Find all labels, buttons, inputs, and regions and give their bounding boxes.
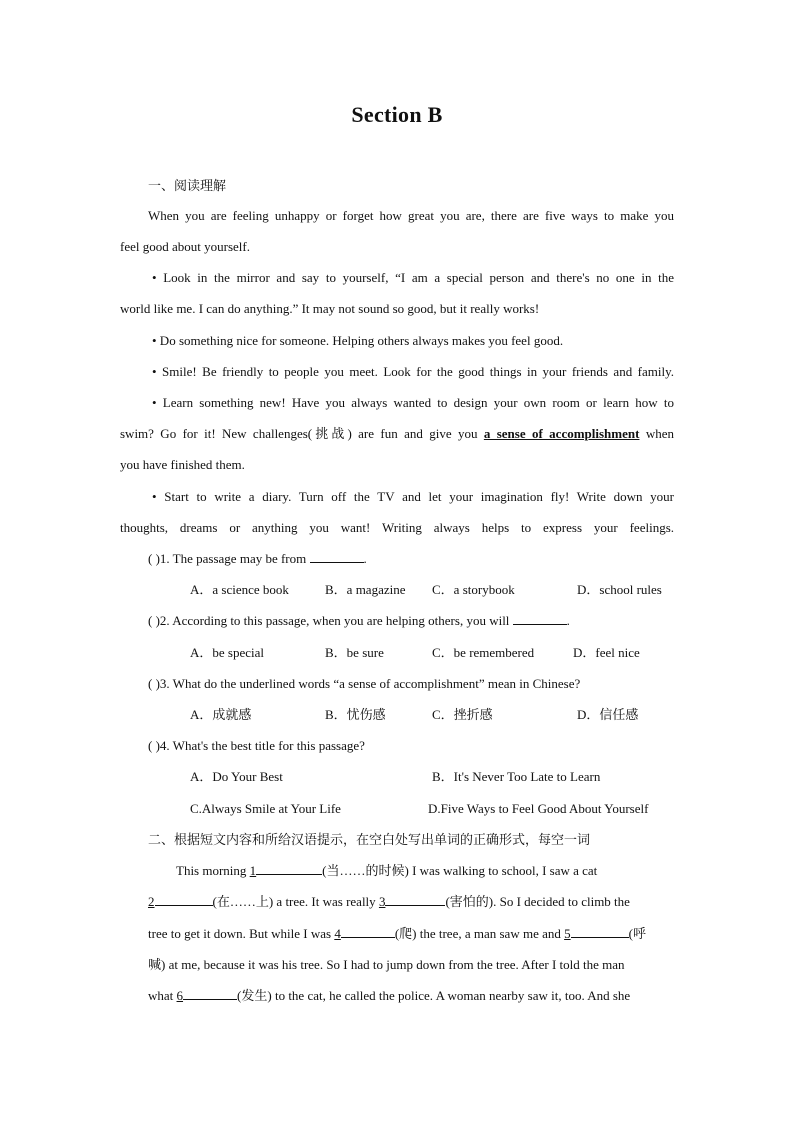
- passage-line: feel good about yourself.: [120, 239, 250, 254]
- option-d[interactable]: D．信任感: [577, 707, 639, 722]
- passage-bullet: • Look in the mirror and say to yourself, “I am a special person and there's no one in the: [152, 270, 674, 285]
- cloze-text: the tree, a man saw me and: [416, 926, 565, 941]
- blank-1[interactable]: [250, 863, 323, 878]
- passage-line: world like me. I can do anything.” It may not sound so good, but it really works!: [120, 301, 540, 316]
- blank-6[interactable]: [177, 988, 238, 1003]
- underlined-phrase: a sense of accomplishment: [483, 426, 640, 441]
- cloze-text: tree to get it down. But while I was: [148, 926, 335, 941]
- blank-line[interactable]: [341, 925, 395, 938]
- blank-5[interactable]: [564, 926, 629, 941]
- blank-line[interactable]: [155, 893, 213, 906]
- answer-paren[interactable]: ( ): [148, 738, 160, 753]
- blank-line[interactable]: [385, 893, 445, 906]
- passage-line: When you are feeling unhappy or forget how great you are, there are five ways to make you: [148, 208, 674, 223]
- page-title: Section B: [351, 102, 443, 127]
- blank-hint: (呼: [628, 926, 646, 941]
- blank-number: 6: [176, 988, 184, 1003]
- passage-bullet: • Smile! Be friendly to people you meet. Look for the good things in your friends and family.: [152, 364, 674, 379]
- passage-text: when: [639, 426, 674, 441]
- blank-number: 5: [564, 926, 571, 941]
- passage-bullet: • Start to write a diary. Turn off the TV and let your imagination fly! Write down your: [152, 489, 674, 504]
- blank-number: 2: [148, 894, 155, 909]
- option-b[interactable]: B．忧伤感: [325, 707, 386, 722]
- passage-text: swim? Go for it! New challenges(挑战) are fun and give you: [120, 426, 484, 441]
- cloze-line: [148, 893, 630, 911]
- section-heading-fill-blanks: 二、根据短文内容和所给汉语提示，在空白处写出单词的正确形式，每空一词: [148, 832, 591, 847]
- option-d[interactable]: D．school rules: [577, 582, 662, 597]
- option-b[interactable]: B．It's Never Too Late to Learn: [432, 769, 601, 784]
- blank-hint: (在……上): [212, 894, 274, 909]
- option-d[interactable]: D．feel nice: [573, 645, 640, 660]
- cloze-line: 喊) at me, because it was his tree. So I had to jump down from the tree. After I told the man: [148, 957, 625, 972]
- blank-line[interactable]: [571, 925, 629, 938]
- option-a[interactable]: A．Do Your Best: [190, 769, 283, 784]
- cloze-text: . So I decided to climb the: [493, 894, 630, 909]
- cloze-text: to the cat, he called the police. A woman nearby saw it, too. And she: [271, 988, 631, 1003]
- cloze-text: what: [148, 988, 177, 1003]
- blank-number: 4: [334, 926, 341, 941]
- question-end: .: [363, 551, 367, 566]
- answer-blank[interactable]: [310, 550, 364, 563]
- blank-hint: (当……的时候): [322, 863, 409, 878]
- question-stem: 1. The passage may be from: [159, 551, 307, 566]
- option-b[interactable]: B．a magazine: [325, 582, 406, 597]
- blank-hint: (发生): [237, 988, 272, 1003]
- answer-paren[interactable]: ( ): [148, 551, 160, 566]
- question-2: [148, 612, 570, 630]
- passage-line: thoughts, dreams or anything you want! Writing always helps to express your feelings.: [120, 520, 674, 535]
- option-c[interactable]: C.Always Smile at Your Life: [190, 801, 341, 816]
- option-c[interactable]: C．挫折感: [432, 707, 493, 722]
- blank-line[interactable]: [183, 987, 237, 1000]
- option-c[interactable]: C．a storybook: [432, 582, 515, 597]
- blank-number: 1: [249, 863, 257, 878]
- answer-paren[interactable]: ( ): [148, 613, 160, 628]
- cloze-line: [148, 987, 630, 1005]
- option-a[interactable]: A．成就感: [190, 707, 252, 722]
- option-d[interactable]: D.Five Ways to Feel Good About Yourself: [428, 801, 649, 816]
- cloze-line: [176, 862, 597, 880]
- section-heading-reading: 一、阅读理解: [148, 178, 227, 193]
- blank-hint: (害怕的): [445, 894, 494, 909]
- passage-line: [120, 425, 674, 443]
- blank-2[interactable]: [148, 894, 213, 909]
- blank-hint: (爬): [394, 926, 417, 941]
- question-end: .: [566, 613, 570, 628]
- option-a[interactable]: A．a science book: [190, 582, 289, 597]
- question-stem: 3. What do the underlined words “a sense of accomplishment” mean in Chinese?: [159, 676, 581, 691]
- question-4: [148, 737, 365, 755]
- question-1: [148, 550, 367, 568]
- blank-line[interactable]: [256, 862, 322, 875]
- passage-line: you have finished them.: [120, 457, 245, 472]
- option-c[interactable]: C．be remembered: [432, 645, 535, 660]
- question-stem: 4. What's the best title for this passage?: [159, 738, 365, 753]
- question-stem: 2. According to this passage, when you are helping others, you will: [159, 613, 510, 628]
- cloze-text: I was walking to school, I saw a cat: [408, 863, 598, 878]
- passage-bullet: • Learn something new! Have you always wanted to design your own room or learn how to: [152, 395, 674, 410]
- option-b[interactable]: B．be sure: [325, 645, 384, 660]
- cloze-line: [148, 925, 646, 943]
- blank-4[interactable]: [334, 926, 395, 941]
- cloze-text: a tree. It was really: [273, 894, 379, 909]
- passage-bullet: • Do something nice for someone. Helping others always makes you feel good.: [152, 333, 564, 348]
- answer-paren[interactable]: ( ): [148, 676, 160, 691]
- option-a[interactable]: A．be special: [190, 645, 265, 660]
- blank-number: 3: [378, 894, 386, 909]
- question-3: [148, 675, 580, 693]
- answer-blank[interactable]: [513, 612, 567, 625]
- blank-3[interactable]: [379, 894, 446, 909]
- cloze-text: This morning: [176, 863, 250, 878]
